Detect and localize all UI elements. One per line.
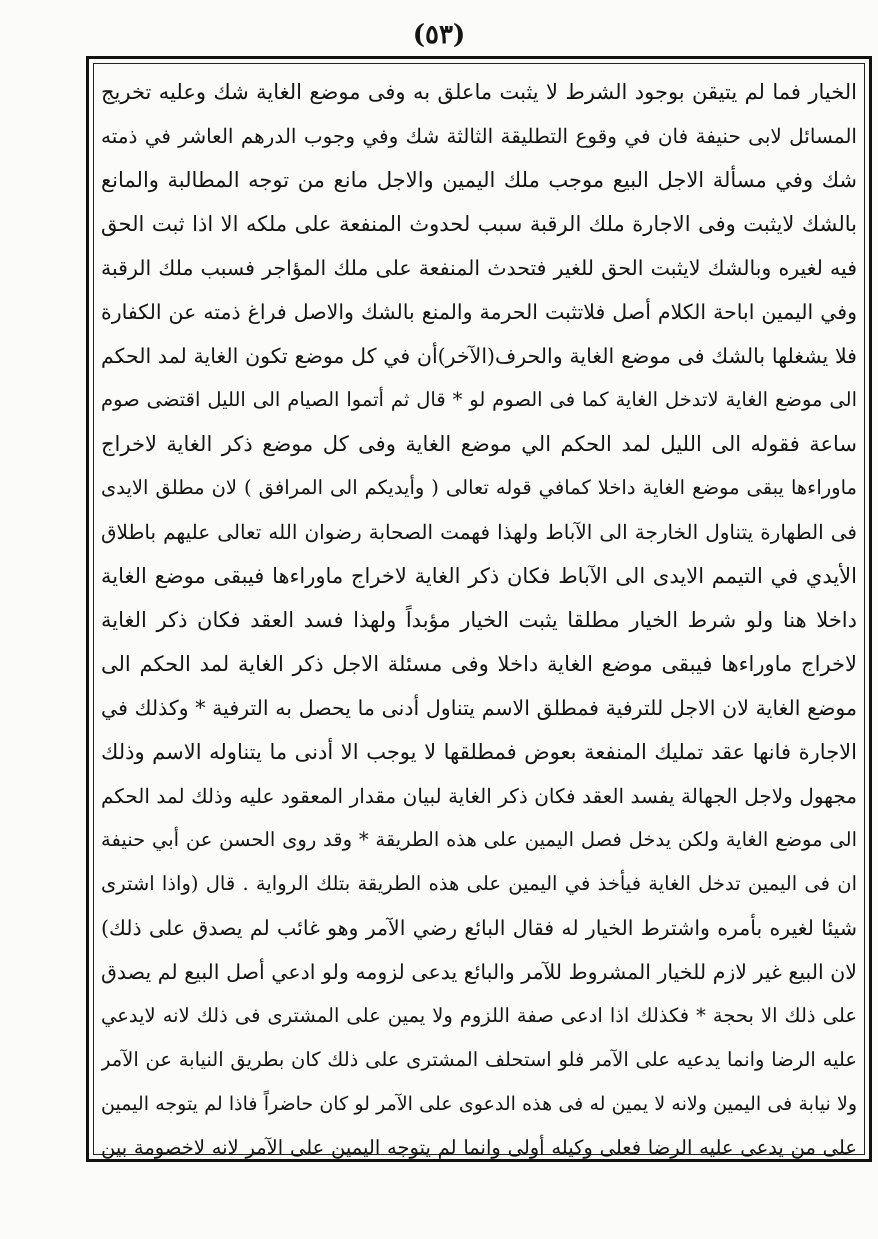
text-line: فيه لغيره وبالشك لايثبت الحق للغير فتحدث المنفعة على ملك المؤاجر فسبب ملك الرقبة [101,256,857,280]
text-line: عليه الرضا وانما يدعيه على الآمر فلو استحلف المشترى على ذلك كان بطريق النيابة عن الآمر [101,1048,857,1071]
text-line: ماوراءها يبقى موضع الغاية داخلا كمافي قوله تعالى ( وأيديكم الى المرافق ) لان مطلق الايدى [101,476,857,499]
text-line: شيئا لغيره بأمره واشترط الخيار له فقال البائع رضي الآمر وهو غائب لم يصدق على ذلك) [101,916,857,940]
text-line: ولا نيابة فى اليمين ولانه لا يمين له فى هذه الدعوى على الآمر لو كان حاضراً فاذا لم يتوجه اليمين [101,1093,857,1115]
text-line: فى الطهارة يتناول الخارجة الى الآباط ولهذا فهمت الصحابة رضوان الله تعالى عليهم باطلاق [101,520,857,544]
text-line: ساعة فقوله الى الليل لمد الحكم الي موضع الغاية وفى كل موضع ذكر الغاية لاخراج [101,432,857,456]
text-line: ان فى اليمين تدخل الغاية فيأخذ في اليمين على هذه الطريقة بتلك الرواية . قال (واذا اشترى [101,872,857,895]
text-line: مجهول ولاجل الجهالة يفسد العقد فكان ذكر الغاية لبيان مقدار المعقود عليه وذلك لمد الحكم [101,784,857,808]
text-line: موضع الغاية لان الاجل للترفية فمطلق الاسم يتناول أدنى ما يحصل به الترفية * وكذلك في [101,696,857,720]
text-line: بالشك لايثبت وفى الاجارة ملك الرقبة سبب لحدوث المنفعة على ملكه الا اذا ثبت الحق [101,212,857,236]
text-line: لاخراج ماوراءها فيبقى موضع الغاية داخلا وفى مسئلة الاجل ذكر الغاية لمد الحكم الى [101,652,857,676]
text-line: لان البيع غير لازم للخيار المشروط للآمر والبائع يدعى لزومه ولو ادعي أصل البيع لم يصدق [101,960,857,984]
text-line: الى موضع الغاية ولكن يدخل فصل اليمين على هذه الطريقة * وقد روى الحسن عن أبي حنيفة [101,828,857,851]
text-line: على من يدعى عليه الرضا فعلى وكيله أولى وانما لم يتوجه اليمين على الآمر لانه لاخصومة بين [101,1136,857,1159]
page-number: (٥٣) [412,20,466,50]
text-body [101,70,857,1159]
text-line: الى موضع الغاية لاتدخل الغاية كما فى الصوم لو * قال ثم أتموا الصيام الى الليل اقتضى صوم [101,388,857,411]
text-line: وفي اليمين اباحة الكلام أصل فلاتثبت الحرمة والمنع بالشك والاصل فراغ ذمته عن الكفارة [101,300,857,324]
text-line: الاجارة فانها عقد تمليك المنفعة بعوض فمطلقها لا يوجب الا أدنى ما يتناوله الاسم وذلك [101,740,857,764]
text-line: الأيدي في التيمم الايدى الى الآباط فكان ذكر الغاية لاخراج ماوراءها فيبقى موضع الغاية [101,564,857,588]
text-line: المسائل لابى حنيفة فان في وقوع التطليقة الثالثة شك وفي وجوب الدرهم العاشر في ذمته [101,124,857,148]
text-line: شك وفي مسألة الاجل البيع موجب ملك اليمين والاجل مانع من توجه المطالبة والمانع [101,168,857,192]
text-line: فلا يشغلها بالشك فى موضع الغاية والحرف(الآخر)أن في كل موضع تكون الغاية لمد الحكم [101,344,857,368]
text-line: داخلا هنا ولو شرط الخيار مطلقا يثبت الخيار مؤبداً ولهذا فسد العقد فكان ذكر الغاية [101,608,857,632]
text-line: على ذلك الا بحجة * فكذلك اذا ادعى صفة اللزوم ولا يمين على المشترى فى ذلك لانه لايدعي [101,1004,857,1027]
text-line: الخيار فما لم يتيقن بوجود الشرط لا يثبت ماعلق به وفى موضع الغاية شك وعليه تخريج [101,80,857,104]
